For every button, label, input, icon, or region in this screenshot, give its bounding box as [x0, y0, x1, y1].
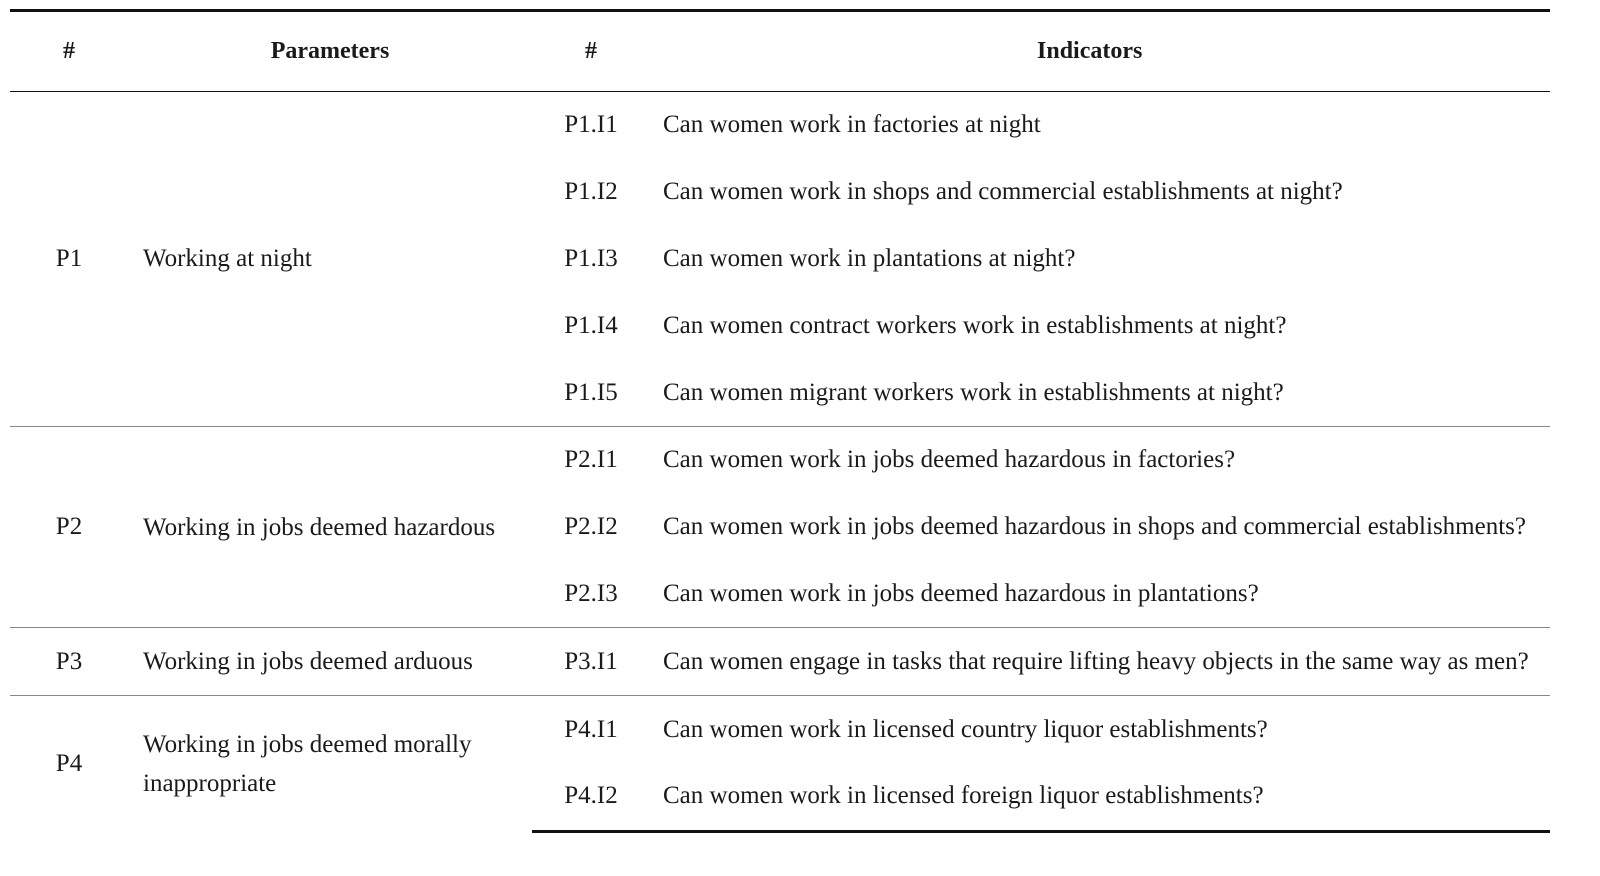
indicator-text: Can women work in licensed country liquor establishments? — [650, 696, 1550, 763]
indicator-text: Can women work in plantations at night? — [663, 244, 1076, 272]
table-row — [10, 92, 1550, 159]
parameter-group-p3 — [10, 628, 1550, 696]
indicator-text: Can women work in jobs deemed hazardous in plantations? — [663, 579, 1259, 607]
indicator-text: Can women work in licensed foreign liquor establishments? — [650, 763, 1550, 831]
table-header — [10, 11, 1550, 92]
parameter-group-p4 — [10, 696, 1550, 832]
indicator-id: P1.I5 — [564, 378, 618, 406]
header-row — [10, 11, 1550, 92]
parameter-name: Working in jobs deemed hazardous — [128, 426, 532, 627]
indicator-id: P1.I4 — [564, 311, 618, 339]
indicator-id: P1.I2 — [564, 178, 618, 206]
parameter-group-p1 — [10, 92, 1550, 427]
indicator-id: P3.I1 — [532, 628, 650, 696]
indicator-text: Can women work in jobs deemed hazardous in factories? — [650, 426, 1550, 493]
table-row — [10, 628, 1550, 696]
parameter-name: Working at night — [143, 245, 312, 273]
parameters-indicators-table-container — [10, 9, 1550, 833]
indicator-id: P2.I3 — [564, 579, 618, 607]
indicator-text: Can women contract workers work in establishments at night? — [663, 311, 1287, 339]
header-indicators: Indicators — [650, 11, 1550, 92]
parameter-group-p2 — [10, 426, 1550, 627]
indicator-id: P4.I1 — [532, 696, 650, 763]
parameter-id: P1 — [55, 244, 83, 272]
indicator-id: P4.I2 — [532, 763, 650, 831]
table-row — [10, 696, 1550, 763]
indicator-text: Can women work in factories at night — [663, 111, 1041, 139]
header-indicator-number: # — [532, 11, 650, 92]
indicator-text: Can women migrant workers work in establishments at night? — [663, 378, 1284, 406]
header-param-number: # — [10, 11, 128, 92]
parameter-id: P3 — [10, 628, 128, 696]
parameter-name: Working in jobs deemed morally inappropriate — [128, 696, 532, 832]
parameter-id: P2 — [10, 426, 128, 627]
indicator-text: Can women engage in tasks that require lifting heavy objects in the same way as men? — [650, 628, 1550, 696]
indicator-id: P2.I1 — [532, 426, 650, 493]
parameter-name: Working in jobs deemed arduous — [128, 628, 532, 696]
header-parameters: Parameters — [128, 11, 532, 92]
indicator-id: P1.I1 — [564, 111, 618, 139]
parameters-indicators-table — [10, 9, 1550, 833]
indicator-text: Can women work in shops and commercial establishments at night? — [663, 178, 1343, 206]
indicator-text: Can women work in jobs deemed hazardous in shops and commercial establishments? — [663, 513, 1526, 541]
table-row — [10, 426, 1550, 493]
parameter-id: P4 — [10, 696, 128, 832]
indicator-id: P1.I3 — [564, 244, 618, 272]
indicator-id: P2.I2 — [564, 513, 618, 541]
